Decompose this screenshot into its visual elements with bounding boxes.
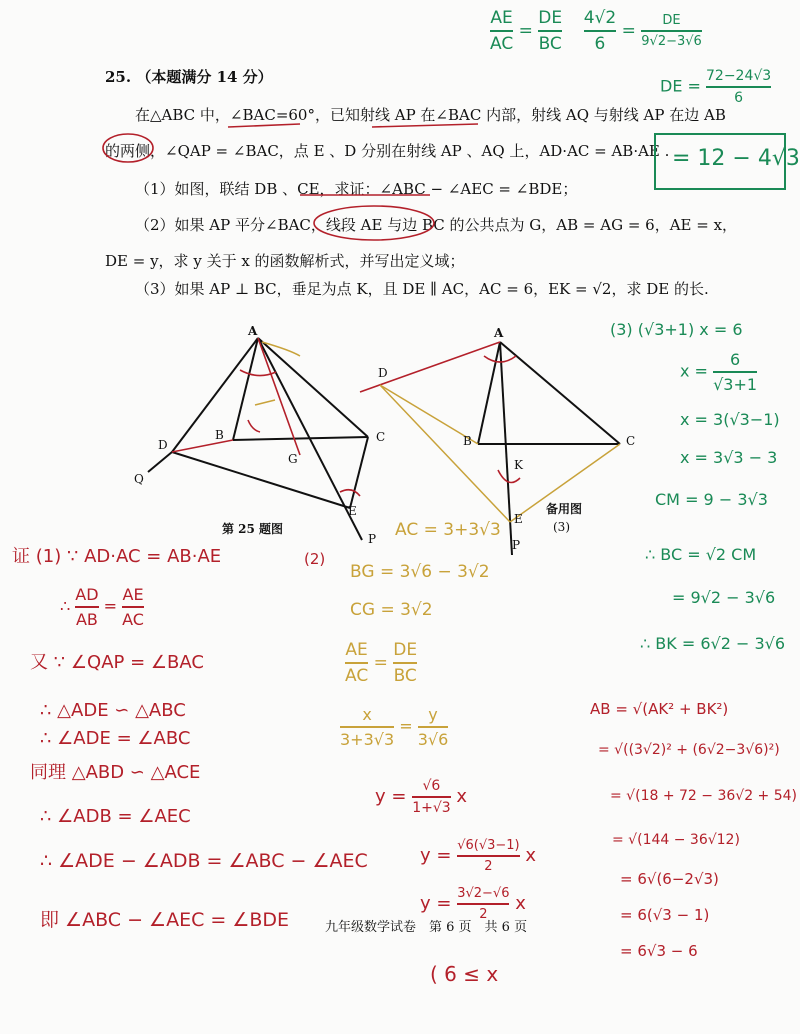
green-r1: (3) (√3+1) x = 6	[610, 320, 743, 339]
problem-part-3: （3）如果 AP ⊥ BC，垂足为点 K，且 DE ∥ AC，AC = 6，EK = √2，求 DE 的长.	[135, 280, 709, 298]
green-r2: x = $\frac{6}{√3+1}$	[680, 350, 758, 394]
problem-part-2a: （2）如果 AP 平分∠BAC，线段 AE 与边 BC 的公共点为 G，AB = AG = 6，AE = x，	[135, 216, 738, 234]
fig1-label-A: A	[248, 324, 258, 338]
problem-part-2b: DE = y，求 y 关于 x 的函数解析式，并写出定义域；	[105, 252, 465, 270]
red-y3: y = $\frac{3√2-√6}{2}$ x	[420, 886, 526, 922]
red-p2: ∴ $\frac{AD}{AB}$ = $\frac{AE}{AC}$	[60, 585, 144, 629]
fig2-label-A: A	[494, 326, 504, 340]
fig1-label-D: D	[158, 438, 168, 452]
fig2-label-E: E	[514, 512, 523, 526]
red-ab3: = √(18 + 72 − 36√2 + 54)	[610, 788, 798, 804]
red-ab5: = 6√(6−2√3)	[620, 870, 719, 888]
red-ab2: = √((3√2)² + (6√2−3√6)²)	[598, 742, 780, 758]
red-domain: ( 6 ≤ x	[430, 962, 499, 986]
gold-bg: BG = 3√6 − 3√2	[350, 562, 490, 582]
red-p7: ∴ ∠ADB = ∠AEC	[40, 806, 191, 827]
fig2-ray-AP	[500, 342, 512, 555]
problem-line-1: 在△ABC 中，∠BAC=60°，已知射线 AP 在∠BAC 内部，射线 AQ 与射线 AP 在边 AB	[135, 106, 726, 124]
fig1-label-E: E	[348, 504, 357, 518]
fig2-label-B: B	[463, 434, 472, 448]
red-ab6: = 6(√3 − 1)	[620, 906, 710, 924]
fig2-label-K: K	[514, 458, 523, 472]
red-p8: ∴ ∠ADE − ∠ADB = ∠ABC − ∠AEC	[40, 850, 368, 872]
problem-line-2: 的两侧，∠QAP = ∠BAC，点 E 、D 分别在射线 AP 、AQ 上，AD·AC = AB·AE .	[105, 142, 670, 160]
fig2-segment-AB	[478, 342, 500, 444]
red-p4: ∴ △ADE ∽ △ABC	[40, 700, 186, 721]
problem-number: 25. （本题满分 14 分）	[105, 68, 273, 86]
gold-cg: CG = 3√2	[350, 600, 433, 620]
fig2-label-P: P	[512, 538, 521, 552]
fig2-sub: (3)	[553, 520, 570, 534]
red-p6: 同理 △ABD ∽ △ACE	[30, 762, 201, 783]
fig1-label-Q: Q	[134, 472, 144, 486]
gold-frac-eq: $\frac{AE}{AC}$ = $\frac{DE}{BC}$	[345, 640, 418, 686]
red-p10: (2)	[304, 550, 326, 568]
red-p5: ∴ ∠ADE = ∠ABC	[40, 728, 191, 749]
fig1-label-G: G	[288, 452, 298, 466]
red-y2: y = $\frac{√6(√3-1)}{2}$ x	[420, 838, 537, 874]
fig1-label-P: P	[368, 532, 377, 546]
gold-ac: AC = 3+3√3	[395, 520, 501, 540]
red-ab4: = √(144 − 36√12)	[612, 832, 740, 848]
red-p3: 又 ∵ ∠QAP = ∠BAC	[30, 652, 204, 673]
green-r7: = 9√2 − 3√6	[672, 588, 776, 607]
green-r5: CM = 9 − 3√3	[655, 490, 768, 509]
fig1-label-B: B	[215, 428, 224, 442]
fig2-label-C: C	[626, 434, 636, 448]
red-p1: 证 (1) ∵ AD·AC = AB·AE	[12, 546, 222, 567]
green-r4: x = 3√3 − 3	[680, 448, 778, 467]
fig2-caption: 备用图	[546, 502, 583, 516]
gold-x-eq: $\frac{x}{3+3√3}$ = $\frac{y}{3√6}$	[340, 705, 449, 749]
red-p9: 即 ∠ABC − ∠AEC = ∠BDE	[40, 909, 290, 931]
red-ab7: = 6√3 − 6	[620, 942, 698, 960]
page-footer: 九年级数学试卷 第 6 页 共 6 页	[325, 920, 528, 935]
green-r3: x = 3(√3−1)	[680, 410, 780, 429]
fig2-label-D: D	[378, 366, 388, 380]
fig2-segment-AC	[500, 342, 620, 444]
green-r8: ∴ BK = 6√2 − 3√6	[640, 634, 785, 653]
problem-points: （本题满分 14 分）	[136, 68, 273, 86]
green-boxed-answer: = 12 − 4√3	[672, 146, 800, 171]
green-de-eq: DE = $\frac{72-24√3}{6}$	[660, 68, 772, 106]
problem-part-1: （1）如图，联结 DB 、CE，求证：∠ABC − ∠AEC = ∠BDE；	[135, 180, 578, 198]
fig1-caption: 第 25 题图	[222, 522, 284, 536]
green-r6: ∴ BC = √2 CM	[645, 545, 757, 564]
red-ab: AB = √(AK² + BK²)	[590, 700, 729, 718]
red-y1: y = $\frac{√6}{1+√3}$ x	[375, 778, 468, 816]
green-frac-row: $\frac{AE}{AC}$ = $\frac{DE}{BC}$ $\frac{4√2}{6}$ = $\frac{DE}{9√2-3√6}$	[490, 8, 702, 54]
fig1-label-C: C	[376, 430, 386, 444]
